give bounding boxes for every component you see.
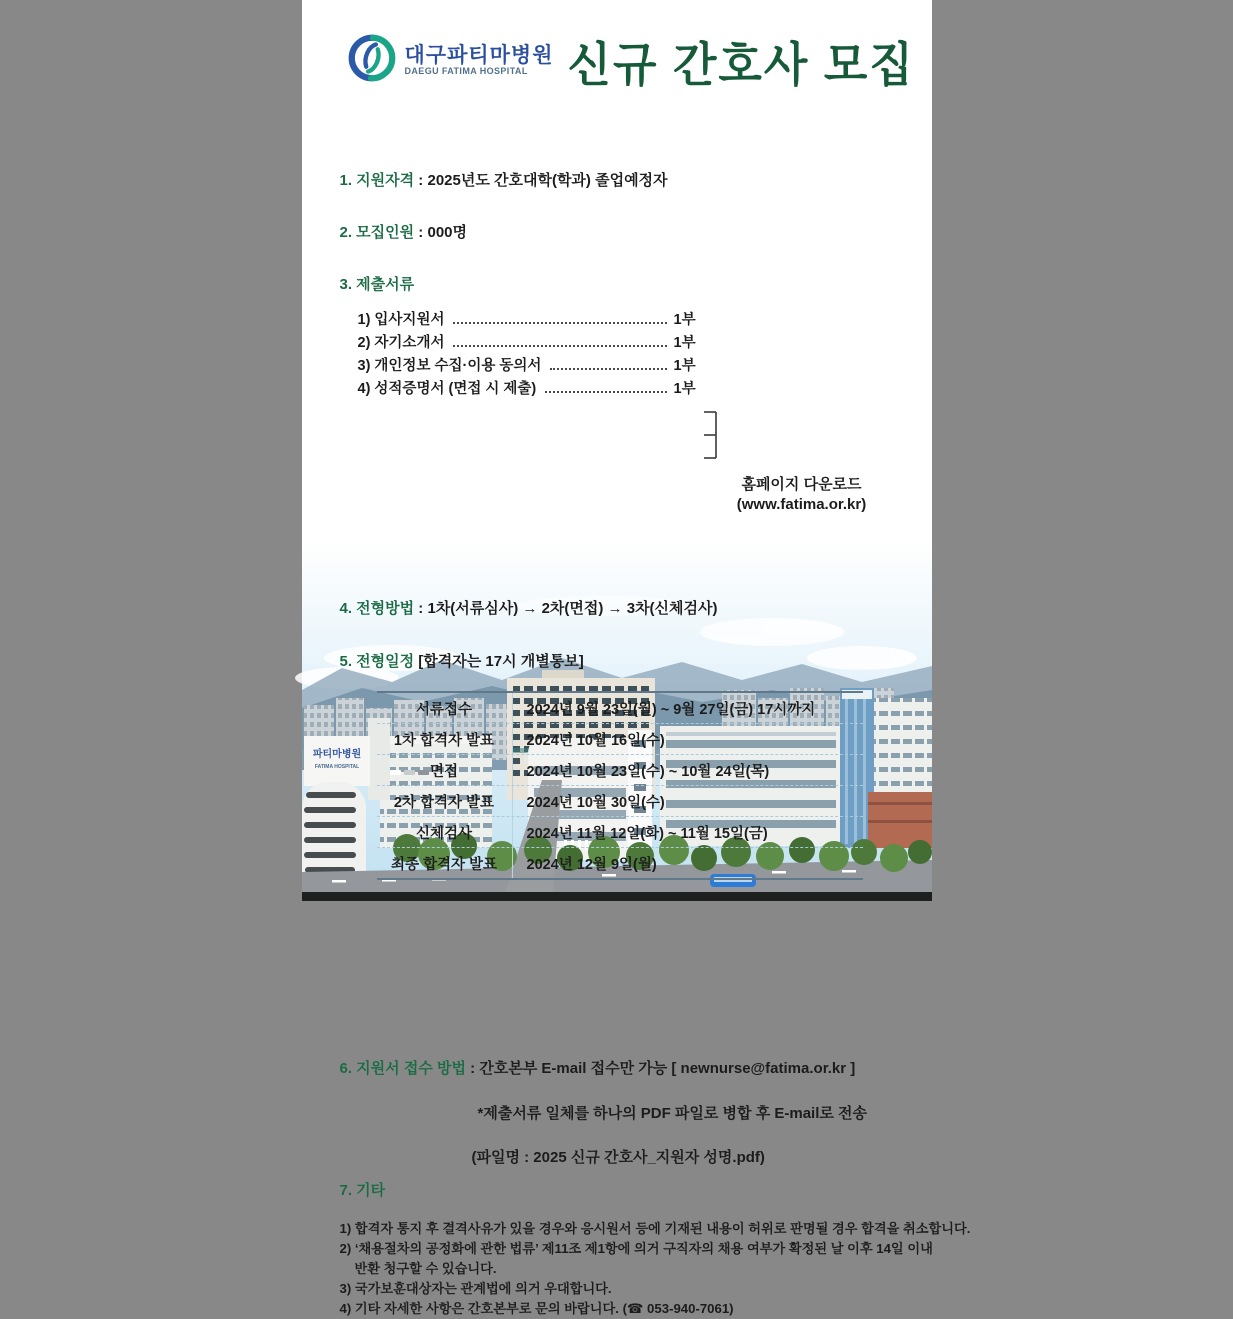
document-list xyxy=(358,308,700,400)
homepage-url: (www.fatima.or.kr) xyxy=(718,495,886,515)
schedule-stage: 서류접수 xyxy=(377,693,513,723)
section-qualification-label: 1. 지원자격 xyxy=(340,172,415,189)
schedule-stage: 1차 합격자 발표 xyxy=(377,724,513,754)
photo-building-sign-english: FATIMA HOSPITAL xyxy=(314,764,358,770)
homepage-download-note xyxy=(718,475,886,515)
schedule-date: 2024년 11월 12일(화) ~ 11월 15일(금) xyxy=(513,817,863,847)
section-schedule-label: 5. 전형일정 xyxy=(340,653,415,670)
etc-item: 4) 기타 자세한 사항은 간호본부로 문의 바랍니다. (☎ 053-940-7061) xyxy=(340,1299,970,1319)
submission-filename-note: (파일명 : 2025 신규 간호사_지원자 성명.pdf) xyxy=(472,1146,1102,1167)
schedule-stage: 면접 xyxy=(377,755,513,785)
table-row xyxy=(377,754,863,785)
etc-item: 2) ‘채용절차의 공정화에 관한 법류’ 제11조 제1항에 의거 구직자의 채용 여부가 확정된 날 이후 14일 이내 xyxy=(340,1239,970,1259)
section-schedule-note: [합격자는 17시 개별통보] xyxy=(414,653,584,670)
homepage-download-text: 홈페이지 다운로드 xyxy=(718,475,886,495)
dot-leader xyxy=(550,368,666,370)
dot-leader xyxy=(453,322,666,324)
document-count: 1부 xyxy=(674,377,700,398)
section-documents xyxy=(340,273,970,294)
etc-item-continuation: 반환 청구할 수 있습니다. xyxy=(340,1259,970,1279)
section-process-label: 4. 전형방법 xyxy=(340,600,415,617)
poster-header xyxy=(346,28,976,93)
table-row xyxy=(377,693,863,723)
section-schedule xyxy=(340,650,970,671)
hospital-name-english: DAEGU FATIMA HOSPITAL xyxy=(405,67,554,76)
section-headcount-text: : 000명 xyxy=(414,224,467,241)
schedule-table xyxy=(377,691,863,880)
table-row xyxy=(377,723,863,754)
section-documents-label: 3. 제출서류 xyxy=(340,276,415,293)
document-name: 3) 개인정보 수집·이용 동의서 xyxy=(358,354,542,375)
schedule-date: 2024년 10월 30일(수) xyxy=(513,786,863,816)
hospital-name-korean: 대구파티마병원 xyxy=(405,45,554,67)
etc-item: 3) 국가보훈대상자는 관계법에 의거 우대합니다. xyxy=(340,1279,970,1299)
hospital-logo-text xyxy=(405,45,554,76)
section-qualification xyxy=(340,169,970,190)
section-etc-label: 7. 기타 xyxy=(340,1182,386,1199)
section-process-text: : 1차(서류심사) → 2차(면접) → 3차(신체검사) xyxy=(414,600,717,617)
schedule-date: 2024년 12월 9일(월) xyxy=(513,848,863,878)
document-name: 1) 입사지원서 xyxy=(358,308,445,329)
document-item xyxy=(358,308,700,331)
schedule-stage: 신체검사 xyxy=(377,817,513,847)
document-item xyxy=(358,331,700,354)
table-row xyxy=(377,847,863,878)
schedule-date: 2024년 9월 23일(월) ~ 9월 27일(금) 17시까지 xyxy=(513,693,863,723)
section-submission-text: : 간호본부 E-mail 접수만 가능 [ newnurse@fatima.or.kr ] xyxy=(466,1060,855,1077)
schedule-stage: 최종 합격자 발표 xyxy=(377,848,513,878)
document-count: 1부 xyxy=(674,354,700,375)
table-row xyxy=(377,785,863,816)
bracket-connector xyxy=(704,406,1233,469)
document-name: 2) 자기소개서 xyxy=(358,331,445,352)
photo-building-sign-korean: 파티마병원 xyxy=(311,747,360,760)
section-etc xyxy=(340,1179,970,1200)
section-headcount-label: 2. 모집인원 xyxy=(340,224,415,241)
document-item xyxy=(358,377,700,400)
section-headcount xyxy=(340,221,970,242)
dot-leader xyxy=(545,391,666,393)
schedule-date: 2024년 10월 16일(수) xyxy=(513,724,863,754)
section-submission-label: 6. 지원서 접수 방법 xyxy=(340,1060,466,1077)
poster-title: 신규 간호사 모집 xyxy=(568,26,915,94)
document-count: 1부 xyxy=(674,308,700,329)
recruitment-poster xyxy=(302,0,932,901)
schedule-stage: 2차 합격자 발표 xyxy=(377,786,513,816)
section-submission xyxy=(340,1057,970,1078)
document-count: 1부 xyxy=(674,331,700,352)
etc-items xyxy=(340,1219,970,1319)
dot-leader xyxy=(453,345,666,347)
section-qualification-text: : 2025년도 간호대학(학과) 졸업예정자 xyxy=(414,172,667,189)
document-name: 4) 성적증명서 (면접 시 제출) xyxy=(358,377,537,398)
etc-item: 1) 합격자 통지 후 결격사유가 있을 경우와 응시원서 등에 기재된 내용이 허위로 판명될 경우 합격을 취소합니다. xyxy=(340,1219,970,1239)
section-process xyxy=(340,597,970,618)
submission-pdf-note: *제출서류 일체를 하나의 PDF 파일로 병합 후 E-mail로 전송 xyxy=(478,1102,1108,1123)
table-row xyxy=(377,816,863,847)
hospital-logo xyxy=(346,32,554,89)
hospital-logo-icon xyxy=(346,32,398,89)
document-item xyxy=(358,354,700,377)
schedule-date: 2024년 10월 23일(수) ~ 10월 24일(목) xyxy=(513,755,863,785)
